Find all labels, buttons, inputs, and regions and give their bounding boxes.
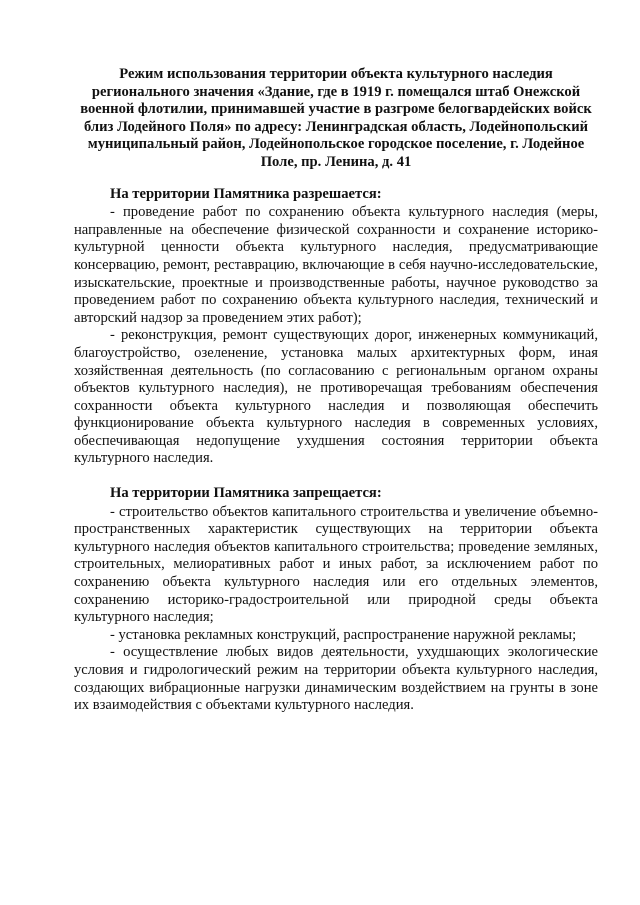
prohibited-item: - установка рекламных конструкций, распространение наружной рекламы; <box>110 626 577 643</box>
prohibited-item: - строительство объектов капитального строительства и увеличение объемно-пространственных характеристик существующих на территории объекта культурного наследия объектов капитального строительства; проведение земляных, строительных, мелиоративных работ и иных работ, за исключением работ по сохранению объекта культурного наследия или его отдельных элементов, сохранению историко-градостроительной или природной среды объекта культурного наследия; <box>74 503 598 626</box>
allowed-heading: На территории Памятника разрешается: <box>110 185 382 202</box>
document-title: Режим использования территории объекта культурного наследия регионального значения «Здание, где в 1919 г. помещался штаб Онежской военной флотилии, принимавшей участие в разгроме белогвардейских войск близ Лодейного Поля» по адресу: Ленинградская область, Лодейнопольский муниципальный район, Лодейнопольское городское поселение, г. Лодейное Поле, пр. Ленина, д. 41 <box>80 66 592 170</box>
allowed-item: - проведение работ по сохранению объекта культурного наследия (меры, направленные на обеспечение физической сохранности и сохранение историко-культурной ценности объекта культурного наследия, предусматривающие консервацию, ремонт, реставрацию, включающие в себя научно-исследовательские, изыскательские, проектные и производственные работы, научное руководство за проведением работ по сохранению объекта культурного наследия, технический и авторский надзор за проведением этих работ); <box>74 204 598 326</box>
prohibited-heading: На территории Памятника запрещается: <box>110 485 382 502</box>
allowed-item: - реконструкция, ремонт существующих дорог, инженерных коммуникаций, благоустройство, озеленение, установка малых архитектурных форм, иная хозяйственная деятельность (по согласованию с региональным органом охраны объектов культурного наследия), не противоречащая требованиям обеспечения сохранности объекта культурного наследия и позволяющая обеспечить функционирование объекта культурного наследия в современных условиях, обеспечивающая недопущение ухудшения состояния территории объекта культурного наследия. <box>74 327 598 467</box>
document-page <box>74 66 598 715</box>
allowed-section <box>74 186 598 469</box>
prohibited-item: - осуществление любых видов деятельности, ухудшающих экологические условия и гидрологический режим на территории объекта культурного наследия, создающих вибрационные нагрузки динамическим воздействием на грунты в зоне их взаимодействия с объектами культурного наследия. <box>74 644 598 714</box>
prohibited-section <box>74 485 598 715</box>
